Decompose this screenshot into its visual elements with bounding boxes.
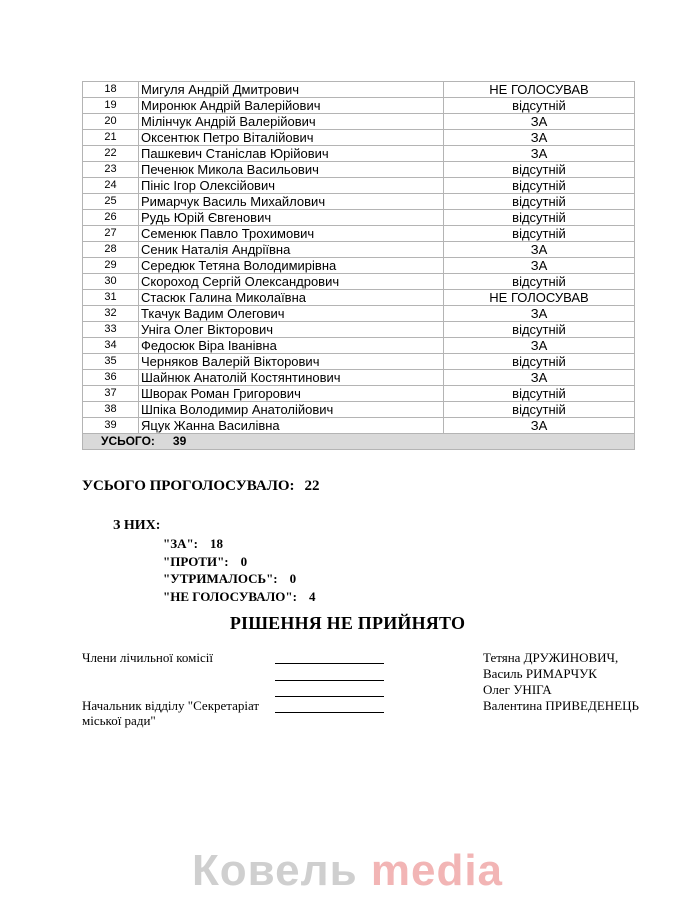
table-row [83,82,635,98]
row-number: 37 [83,386,139,402]
signer-name: Валентина ПРИВЕДЕНЕЦЬ [483,698,639,713]
table-row [83,386,635,402]
table-row [83,370,635,386]
deputy-name: Мілінчук Андрій Валерійович [139,114,444,130]
total-value: 39 [172,434,187,448]
deputy-name: Семенюк Павло Трохимович [139,226,444,242]
vote-result: ЗА [444,418,635,434]
watermark-part-2: media [370,846,504,895]
table-row [83,242,635,258]
row-number: 29 [83,258,139,274]
table-row [83,290,635,306]
vote-result: ЗА [444,114,635,130]
row-number: 35 [83,354,139,370]
breakdown-value: 0 [289,571,297,586]
head-label [82,698,259,728]
deputy-name: Сеник Наталія Андріївна [139,242,444,258]
breakdown-label: "УТРИМАЛОСЬ": [163,571,278,586]
breakdown-against [163,553,315,571]
vote-result: ЗА [444,242,635,258]
vote-result: ЗА [444,338,635,354]
vote-result: ЗА [444,370,635,386]
signature-line [275,696,384,697]
vote-result: відсутній [444,210,635,226]
table-row [83,226,635,242]
breakdown-value: 4 [308,588,316,604]
vote-result: відсутній [444,386,635,402]
deputy-name: Уніга Олег Вікторович [139,322,444,338]
breakdown-value: 18 [210,536,224,551]
table-row [83,322,635,338]
table-row [83,354,635,370]
commission-label: Члени лічильної комісії [82,650,213,665]
total-cell [83,434,635,450]
row-number: 18 [83,82,139,98]
vote-result: ЗА [444,130,635,146]
table-row [83,114,635,130]
head-label-line2: міської ради" [82,713,156,728]
total-row [83,434,635,450]
deputy-name: Шворак Роман Григорович [139,386,444,402]
row-number: 36 [83,370,139,386]
vote-table-body [83,82,635,434]
row-number: 38 [83,402,139,418]
row-number: 24 [83,178,139,194]
deputy-name: Ткачук Вадим Олегович [139,306,444,322]
signature-line [275,712,384,713]
voted-label: УСЬОГО ПРОГОЛОСУВАЛО: [82,478,295,494]
row-number: 31 [83,290,139,306]
breakdown-for [163,535,315,553]
deputy-name: Печенюк Микола Васильович [139,162,444,178]
deputy-name: Скороход Сергій Олександрович [139,274,444,290]
vote-result: відсутній [444,98,635,114]
row-number: 30 [83,274,139,290]
voted-summary [82,478,320,495]
deputy-name: Федосюк Віра Іванівна [139,338,444,354]
vote-result: відсутній [444,354,635,370]
vote-result: відсутній [444,402,635,418]
deputy-name: Рудь Юрій Євгенович [139,210,444,226]
vote-result: ЗА [444,146,635,162]
vote-result: НЕ ГОЛОСУВАВ [444,82,635,98]
vote-result: ЗА [444,306,635,322]
deputy-name: Середюк Тетяна Володимирівна [139,258,444,274]
vote-result: відсутній [444,322,635,338]
breakdown-label: "НЕ ГОЛОСУВАЛО": [163,588,297,604]
deputy-name: Мигуля Андрій Дмитрович [139,82,444,98]
breakdown-value: 0 [240,553,248,569]
deputy-name: Миронюк Андрій Валерійович [139,98,444,114]
row-number: 33 [83,322,139,338]
decision-heading: РІШЕННЯ НЕ ПРИЙНЯТО [229,613,466,633]
row-number: 28 [83,242,139,258]
deputy-name: Оксентюк Петро Віталійович [139,130,444,146]
voted-value: 22 [304,478,320,494]
deputy-name: Стасюк Галина Миколаївна [139,290,444,306]
vote-results-table [82,81,635,450]
table-row [83,162,635,178]
row-number: 27 [83,226,139,242]
total-label: УСЬОГО: [101,434,155,448]
table-row [83,210,635,226]
row-number: 22 [83,146,139,162]
vote-result: відсутній [444,194,635,210]
table-row [83,258,635,274]
deputy-name: Пініс Ігор Олексійович [139,178,444,194]
breakdown-abstained [163,570,315,588]
row-number: 21 [83,130,139,146]
vote-result: відсутній [444,178,635,194]
vote-result: відсутній [444,226,635,242]
deputy-name: Яцук Жанна Василівна [139,418,444,434]
row-number: 26 [83,210,139,226]
row-number: 19 [83,98,139,114]
table-row [83,306,635,322]
deputy-name: Черняков Валерій Вікторович [139,354,444,370]
table-row [83,402,635,418]
row-number: 39 [83,418,139,434]
table-row [83,194,635,210]
deputy-name: Пашкевич Станіслав Юрійович [139,146,444,162]
table-row [83,274,635,290]
row-number: 34 [83,338,139,354]
signature-line [275,663,384,664]
watermark-part-1: Ковель [191,846,358,895]
breakdown-label: "ПРОТИ": [163,553,229,569]
row-number: 23 [83,162,139,178]
watermark-logo [0,846,695,896]
signer-name: Василь РИМАРЧУК [483,666,597,681]
signer-name: Олег УНІГА [483,682,552,697]
vote-result: ЗА [444,258,635,274]
vote-breakdown [163,535,315,605]
vote-result: відсутній [444,274,635,290]
table-row [83,418,635,434]
breakdown-label: "ЗА": [163,536,199,551]
table-row [83,338,635,354]
breakdown-not-voted [163,588,315,606]
deputy-name: Шайнюк Анатолій Костянтинович [139,370,444,386]
vote-result: НЕ ГОЛОСУВАВ [444,290,635,306]
signer-name: Тетяна ДРУЖИНОВИЧ, [483,650,619,665]
row-number: 32 [83,306,139,322]
row-number: 25 [83,194,139,210]
of-them-label: З НИХ: [113,518,161,533]
table-row [83,178,635,194]
signature-line [275,680,384,681]
deputy-name: Римарчук Василь Михайлович [139,194,444,210]
deputy-name: Шпіка Володимир Анатолійович [139,402,444,418]
head-label-line1: Начальник відділу "Секретаріат [82,698,260,713]
row-number: 20 [83,114,139,130]
vote-result: відсутній [444,162,635,178]
table-row [83,130,635,146]
table-row [83,146,635,162]
table-row [83,98,635,114]
